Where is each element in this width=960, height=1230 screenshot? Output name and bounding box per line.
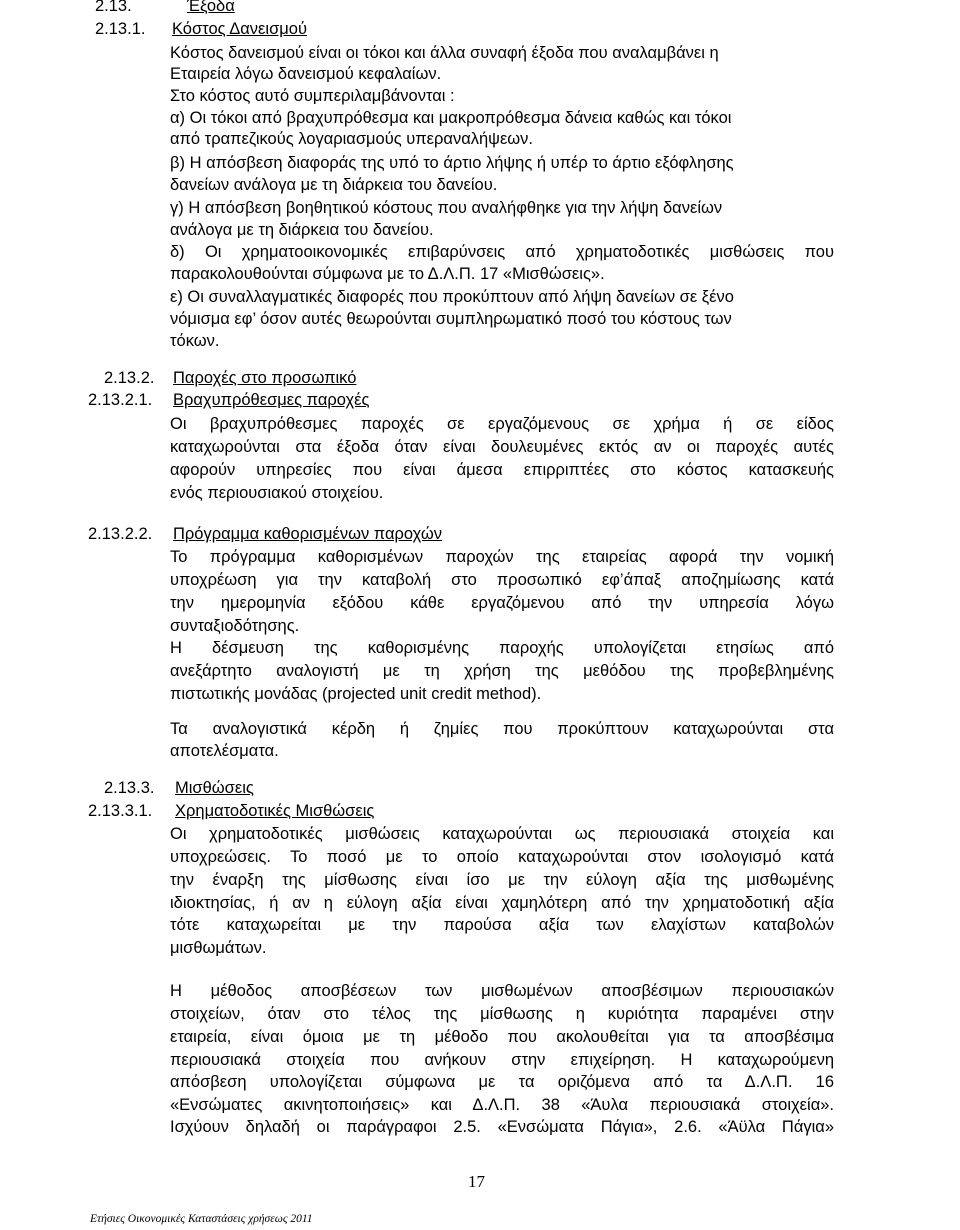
text-line: Οι χρηματοδοτικές μισθώσεις καταχωρούνται ως περιουσιακά στοιχεία και (170, 825, 834, 843)
text-line: από τραπεζικούς λογαριασμούς υπεραναλήψεων. (170, 130, 534, 148)
section-number: 2.13.2.2. (88, 525, 153, 543)
text-line: νόμισμα εφ’ όσον αυτές θεωρούνται συμπληρωματικό ποσό του κόστους των (170, 310, 732, 328)
section-title: Βραχυπρόθεσμες παροχές (173, 391, 370, 409)
text-line: στοιχείων, όταν στο τέλος της μίσθωσης η κυριότητα παραμένει στην (170, 1005, 834, 1023)
text-line: παρακολουθούνται σύμφωνα με το Δ.Λ.Π. 17 «Μισθώσεις». (170, 265, 605, 283)
text-line: ιδιοκτησίας, ή αν η εύλογη αξία είναι χαμηλότερη από την χρηματοδοτική αξία (170, 894, 834, 912)
text-line: ανεξάρτητο αναλογιστή με τη χρήση της μεθόδου της προβεβλημένης (170, 662, 834, 680)
text-line: υποχρεώσεις. Το ποσό με το οποίο καταχωρούνται στον ισολογισμό κατά (170, 848, 834, 866)
text-line: την ημερομηνία εξόδου κάθε εργαζόμενου από την υπηρεσία λόγω (170, 594, 834, 612)
text-line: β) Η απόσβεση διαφοράς της υπό το άρτιο λήψης ή υπέρ το άρτιο εξόφλησης (170, 154, 734, 172)
text-line: Ισχύουν δηλαδή οι παράγραφοι 2.5. «Ενσώματα Πάγια», 2.6. «Άϋλα Πάγια» (170, 1118, 834, 1136)
text-line: Η δέσμευση της καθορισμένης παροχής υπολογίζεται ετησίως από (170, 639, 834, 657)
page-number: 17 (468, 1172, 485, 1191)
section-title: Παροχές στο προσωπικό (173, 369, 357, 387)
text-line: ανάλογα με τη διάρκεια του δανείου. (170, 221, 434, 239)
section-number: 2.13. (95, 0, 132, 15)
text-line: μισθωμάτων. (170, 939, 267, 957)
text-line: αφορούν υπηρεσίες που είναι άμεσα επιρριπτέες στο κόστος κατασκευής (170, 461, 834, 479)
text-line: Εταιρεία λόγω δανεισμού κεφαλαίων. (170, 65, 442, 83)
footer-text: Ετήσιες Οικονομικές Καταστάσεις χρήσεως 2011 (90, 1213, 313, 1225)
text-line: ε) Οι συναλλαγματικές διαφορές που προκύπτουν από λήψη δανείων σε ξένο (170, 288, 734, 306)
section-title: Έξοδα (187, 0, 235, 15)
text-line: αποτελέσματα. (170, 742, 279, 760)
text-line: συνταξιοδότησης. (170, 617, 300, 635)
text-line: περιουσιακά στοιχεία που ανήκουν στην επιχείρηση. Η καταχωρούμενη (170, 1051, 834, 1069)
text-line: Στο κόστος αυτό συμπεριλαμβάνονται : (170, 87, 455, 105)
text-line: γ) Η απόσβεση βοηθητικού κόστους που αναλήφθηκε για την λήψη δανείων (170, 199, 723, 217)
text-line: την έναρξη της μίσθωσης είναι ίσο με την εύλογη αξία της μισθωμένης (170, 871, 834, 889)
section-number: 2.13.3. (104, 779, 155, 797)
text-line: ενός περιουσιακού στοιχείου. (170, 484, 384, 502)
text-line: Η μέθοδος αποσβέσεων των μισθωμένων αποσβέσιμων περιουσιακών (170, 982, 834, 1000)
section-number: 2.13.1. (95, 20, 146, 38)
text-line: υποχρέωση για την καταβολή στο προσωπικό εφ’άπαξ αποζημίωσης κατά (170, 571, 834, 589)
text-line: απόσβεση υπολογίζεται σύμφωνα με τα οριζόμενα από τα Δ.Λ.Π. 16 (170, 1073, 834, 1091)
text-line: τόκων. (170, 332, 220, 350)
text-line: Τα αναλογιστικά κέρδη ή ζημίες που προκύπτουν καταχωρούνται στα (170, 720, 834, 738)
section-title: Κόστος Δανεισμού (172, 20, 307, 38)
section-title: Μισθώσεις (175, 779, 254, 797)
text-line: δανείων ανάλογα με τη διάρκεια του δανείου. (170, 176, 498, 194)
section-title: Πρόγραμμα καθορισμένων παροχών (173, 525, 442, 543)
text-line: τότε καταχωρείται με την παρούσα αξία των ελαχίστων καταβολών (170, 916, 834, 934)
section-number: 2.13.2. (104, 369, 155, 387)
text-line: Οι βραχυπρόθεσμες παροχές σε εργαζόμενους σε χρήμα ή σε είδος (170, 415, 834, 433)
text-line: πιστωτικής μονάδας (projected unit credit method). (170, 685, 542, 703)
text-line: «Ενσώματες ακινητοποιήσεις» και Δ.Λ.Π. 38 «Άυλα περιουσιακά στοιχεία». (170, 1096, 834, 1114)
text-line: Κόστος δανεισμού είναι οι τόκοι και άλλα συναφή έξοδα που αναλαμβάνει η (170, 44, 719, 62)
section-number: 2.13.3.1. (88, 802, 153, 820)
text-line: Το πρόγραμμα καθορισμένων παροχών της εταιρείας αφορά την νομική (170, 548, 834, 566)
section-number: 2.13.2.1. (88, 391, 153, 409)
text-line: δ) Οι χρηματοοικονομικές επιβαρύνσεις από χρηματοδοτικές μισθώσεις που (170, 243, 834, 261)
text-line: α) Οι τόκοι από βραχυπρόθεσμα και μακροπρόθεσμα δάνεια καθώς και τόκοι (170, 109, 732, 127)
section-title: Χρηματοδοτικές Μισθώσεις (175, 802, 375, 820)
text-line: καταχωρούνται στα έξοδα όταν είναι δουλευμένες εκτός αν οι παροχές αυτές (170, 438, 834, 456)
text-line: εταιρεία, είναι όμοια με τη μέθοδο που ακολουθείται για τα αποσβέσιμα (170, 1028, 834, 1046)
